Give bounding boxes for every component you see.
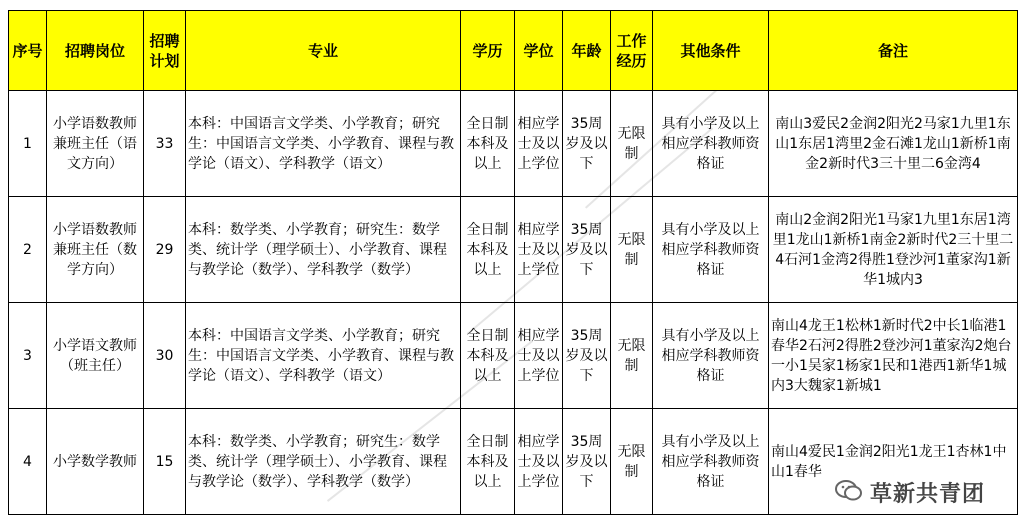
- table-row: [9, 197, 1018, 303]
- cell-age: 35周岁及以下: [563, 409, 611, 515]
- cell-notes: 南山3爱民2金润2阳光2马家1九里1东山1东居1湾里2金石滩1龙山1新桥1南金2新时代3三十里二6金湾4: [769, 91, 1018, 197]
- cell-degree: 相应学士及以上学位: [515, 91, 563, 197]
- watermark-logo: [834, 477, 985, 508]
- header-notes: 备注: [769, 11, 1018, 91]
- cell-conditions: 具有小学及以上相应学科教师资格证: [653, 303, 769, 409]
- cell-conditions: 具有小学及以上相应学科教师资格证: [653, 91, 769, 197]
- header-experience: 工作经历: [611, 11, 653, 91]
- cell-position: 小学语数教师兼班主任（语文方向）: [47, 91, 144, 197]
- table-row: [9, 91, 1018, 197]
- header-degree: 学位: [515, 11, 563, 91]
- table-header-row: [9, 11, 1018, 91]
- header-major: 专业: [186, 11, 461, 91]
- cell-degree: 相应学士及以上学位: [515, 409, 563, 515]
- cell-education: 全日制本科及以上: [461, 91, 515, 197]
- recruitment-table: [8, 10, 1018, 515]
- cell-position: 小学语数教师兼班主任（数学方向）: [47, 197, 144, 303]
- cell-experience: 无限制: [611, 303, 653, 409]
- cell-age: 35周岁及以下: [563, 303, 611, 409]
- cell-index: 2: [9, 197, 47, 303]
- cell-education: 全日制本科及以上: [461, 303, 515, 409]
- cell-degree: 相应学士及以上学位: [515, 303, 563, 409]
- cell-major: 本科：中国语言文学类、小学教育；研究生：中国语言文学类、小学教育、课程与教学论（语文）、学科教学（语文）: [186, 303, 461, 409]
- cell-major: 本科：数学类、小学教育；研究生：数学类、统计学（理学硕士）、小学教育、课程与教学论（数学）、学科教学（数学）: [186, 197, 461, 303]
- cell-position: 小学数学教师: [47, 409, 144, 515]
- header-index: 序号: [9, 11, 47, 91]
- table-row: [9, 303, 1018, 409]
- cell-index: 4: [9, 409, 47, 515]
- cell-position: 小学语文教师（班主任）: [47, 303, 144, 409]
- cell-major: 本科：数学类、小学教育；研究生：数学类、统计学（理学硕士）、小学教育、课程与教学论（数学）、学科教学（数学）: [186, 409, 461, 515]
- cell-age: 35周岁及以下: [563, 91, 611, 197]
- cell-age: 35周岁及以下: [563, 197, 611, 303]
- cell-notes: 南山4龙王1松林1新时代2中长1临港1春华2石河2得胜2登沙河1董家沟2炮台一小1吴家1杨家1民和1港西1新华1城内3大魏家1新城1: [769, 303, 1018, 409]
- cell-index: 3: [9, 303, 47, 409]
- header-conditions: 其他条件: [653, 11, 769, 91]
- cell-conditions: 具有小学及以上相应学科教师资格证: [653, 409, 769, 515]
- cell-conditions: 具有小学及以上相应学科教师资格证: [653, 197, 769, 303]
- cell-plan: 30: [144, 303, 186, 409]
- header-education: 学历: [461, 11, 515, 91]
- cell-experience: 无限制: [611, 409, 653, 515]
- header-position: 招聘岗位: [47, 11, 144, 91]
- cell-education: 全日制本科及以上: [461, 197, 515, 303]
- cell-plan: 15: [144, 409, 186, 515]
- cell-degree: 相应学士及以上学位: [515, 197, 563, 303]
- cell-notes: 南山4爱民1金润2阳光1龙王1杏林1中山1春华: [769, 409, 1018, 515]
- header-plan: 招聘计划: [144, 11, 186, 91]
- cell-plan: 29: [144, 197, 186, 303]
- cell-major: 本科：中国语言文学类、小学教育；研究生：中国语言文学类、小学教育、课程与教学论（语文）、学科教学（语文）: [186, 91, 461, 197]
- recruitment-table-wrapper: [8, 10, 1018, 515]
- cell-education: 全日制本科及以上: [461, 409, 515, 515]
- header-age: 年龄: [563, 11, 611, 91]
- cell-experience: 无限制: [611, 91, 653, 197]
- cell-notes: 南山2金润2阳光1马家1九里1东居1湾里1龙山1新桥1南金2新时代2三十里二4石河1金湾2得胜1登沙河1董家沟1新华1城内3: [769, 197, 1018, 303]
- cell-index: 1: [9, 91, 47, 197]
- watermark-text: 草新共青团: [869, 482, 985, 507]
- cell-experience: 无限制: [611, 197, 653, 303]
- wechat-icon: [834, 478, 864, 508]
- cell-plan: 33: [144, 91, 186, 197]
